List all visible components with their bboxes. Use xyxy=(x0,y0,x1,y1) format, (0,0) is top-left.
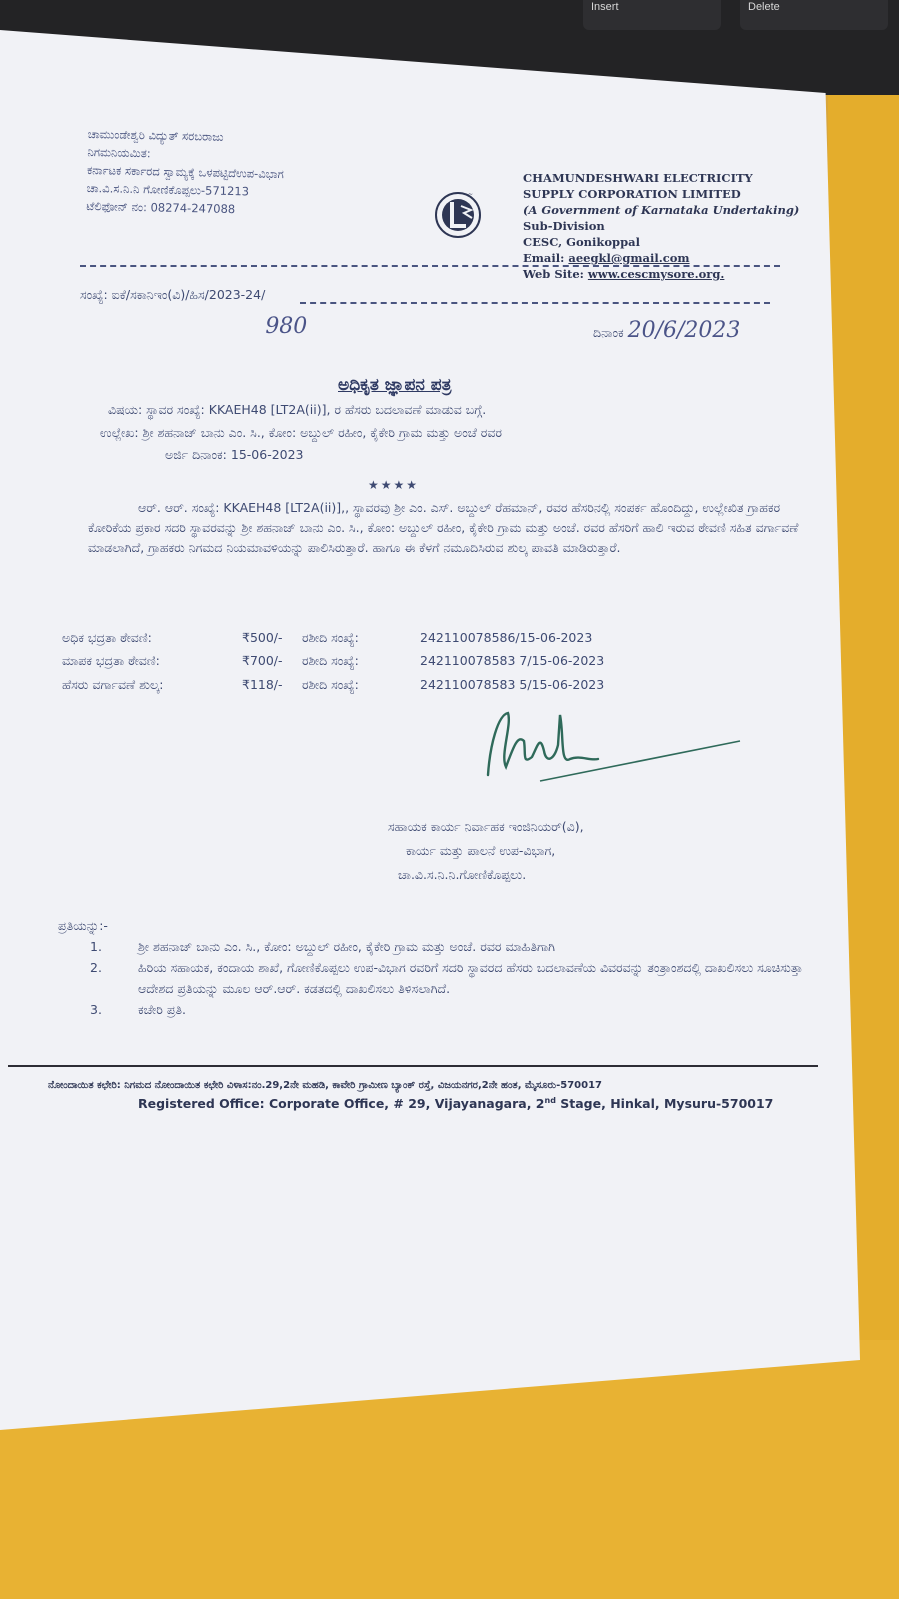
fee-amount: ₹500/- xyxy=(242,630,283,645)
delete-key: Delete xyxy=(740,0,888,30)
email-label: Email: xyxy=(523,251,569,265)
header-en-line: SUPPLY CORPORATION LIMITED xyxy=(523,187,741,201)
copies-list xyxy=(58,915,818,1020)
receipt-number: 242110078583 5/15-06-2023 xyxy=(420,677,605,692)
copy-item xyxy=(58,936,818,957)
signatory-block xyxy=(388,815,584,887)
copy-number: 1. xyxy=(90,939,102,954)
header-divider xyxy=(80,265,780,267)
separator-stars: ★★★★ xyxy=(368,478,420,492)
signatory-line: ಸಹಾಯಕ ಕಾರ್ಯ ನಿರ್ವಾಹಕ ಇಂಜಿನಿಯರ್(ವಿ), xyxy=(388,819,584,834)
header-kn-line: ಟೆಲಿಫೋನ್ ನಂ: 08274-247088 xyxy=(86,198,236,217)
signature xyxy=(480,705,750,785)
header-en-line: CHAMUNDESHWARI ELECTRICITY xyxy=(523,171,753,185)
receipt-label: ರಶೀದಿ ಸಂಖ್ಯೆ: xyxy=(302,653,359,668)
reg-text-b: Stage, Hinkal, Mysuru-570017 xyxy=(555,1096,774,1112)
header-en-line: (A Government of Karnataka Undertaking) xyxy=(523,203,800,217)
cesc-logo xyxy=(428,188,496,244)
email-line xyxy=(523,250,799,266)
header-en-line: Sub-Division xyxy=(523,219,605,233)
application-date: ಅರ್ಜಿ ದಿನಾಂಕ: 15-06-2023 xyxy=(165,447,304,462)
header-kn-line: ನಿಗಮನಿಯಮಿತ: xyxy=(87,144,151,161)
document-date xyxy=(593,318,740,343)
registered-office-english xyxy=(138,1096,773,1111)
subject-line: ವಿಷಯ: ಸ್ಥಾವರ ಸಂಖ್ಯೆ: KKAEH48 [LT2A(ii)], ರ ಹೆಸರು ಬದಲಾವಣೆ ಮಾಡುವ ಬಗ್ಗೆ. xyxy=(108,402,487,417)
copy-text: ಕಚೇರಿ ಪ್ರತಿ. xyxy=(138,1002,186,1017)
header-kn-line: ಚಾ.ವಿ.ಸ.ನಿ.ನಿ ಗೋಣಿಕೊಪ್ಪಲು-571213 xyxy=(86,180,250,199)
reference-number xyxy=(80,280,308,339)
copy-text: ಶ್ರೀ ಶಹನಾಜ್ ಬಾನು ಎಂ. ಸಿ., ಕೋಂ: ಅಬ್ದುಲ್ ರಹೀಂ, ಕೈಕೇರಿ ಗ್ರಾಮ ಮತ್ತು ಅಂಚೆ. ರವರ ಮಾಹಿತಿಗಾಗಿ xyxy=(138,939,555,954)
reference-prefix: ಸಂಖ್ಯೆ: ಐಕೆ/ಸಕಾನಿಇಂ(ವಿ)/ಹಿಸ/2023-24/ xyxy=(80,287,266,302)
copies-heading: ಪ್ರತಿಯನ್ನು:- xyxy=(58,918,108,933)
copy-number: 3. xyxy=(90,1002,102,1017)
date-label: ದಿನಾಂಕ xyxy=(593,325,624,340)
footer-divider xyxy=(8,1065,818,1067)
web-link[interactable]: www.cescmysore.org. xyxy=(587,267,725,281)
web-line xyxy=(523,266,799,282)
fee-row xyxy=(62,677,604,693)
header-en-line: CESC, Gonikoppal xyxy=(523,235,640,249)
header-divider-2 xyxy=(300,302,770,304)
copy-text: ಹಿರಿಯ ಸಹಾಯಕ, ಕಂದಾಯ ಶಾಖೆ, ಗೋಣಿಕೊಪ್ಪಲು ಉಪ-ವಿಭಾಗ ರವರಿಗೆ ಸದರಿ ಸ್ಥಾವರದ ಹೆಸರು ಬದಲಾವಣೆಯ ವಿವರವನ್ನು ತಂತ್ರಾಂಶದಲ್ಲಿ ದಾಖಲಿಸಲು ಸೂಚಿಸುತ್ತಾ ಆದೇಶದ ಪ್ರತಿಯನ್ನು ಮೂಲ ಆರ್.ಆರ್. ಕಡತದಲ್ಲಿ ದಾಖಲಿಸಲು ತಿಳಿಸಲಾಗಿದೆ. xyxy=(138,960,803,996)
body-paragraph: ಆರ್. ಆರ್. ಸಂಖ್ಯೆ: KKAEH48 [LT2A(ii)],, ಸ್ಥಾವರವು ಶ್ರೀ ಎಂ. ಎಸ್. ಅಬ್ದುಲ್ ರೆಹಮಾನ್, ರವರ ಹೆಸರಿನಲ್ಲಿ ಸಂಪರ್ಕ ಹೊಂದಿದ್ದು, ಉಲ್ಲೇಖಿತ ಗ್ರಾಹಕರ ಕೋರಿಕೆಯ ಪ್ರಕಾರ ಸದರಿ ಸ್ಥಾವರವನ್ನು ಶ್ರೀ ಶಹನಾಜ್ ಬಾನು ಎಂ. ಸಿ., ಕೋಂ: ಅಬ್ದುಲ್ ರಹೀಂ, ಕೈಕೇರಿ ಗ್ರಾಮ ಮತ್ತು ಅಂಚೆ. ರವರ ಹೆಸರಿಗೆ ಹಾಲಿ ಇರುವ ಠೇವಣಿ ಸಹಿತ ವರ್ಗಾವಣೆ ಮಾಡಲಾಗಿದೆ, ಗ್ರಾಹಕರು ನಿಗಮದ ನಿಯಮಾವಳಿಯನ್ನು ಪಾಲಿಸಿರುತ್ತಾರೆ. ಹಾಗೂ ಈ ಕೆಳಗೆ ನಮೂದಿಸಿರುವ ಶುಲ್ಕ ಪಾವತಿ ಮಾಡಿರುತ್ತಾರೆ. xyxy=(88,500,799,555)
insert-key: Insert xyxy=(583,0,721,30)
receipt-number: 242110078586/15-06-2023 xyxy=(420,630,593,645)
reg-sup: nd xyxy=(544,1096,556,1105)
receipt-number: 242110078583 7/15-06-2023 xyxy=(420,653,605,668)
signatory-line: ಚಾ.ವಿ.ಸ.ನಿ.ನಿ.ಗೋಣಿಕೊಪ್ಪಲು. xyxy=(398,867,527,882)
copy-number: 2. xyxy=(90,960,102,975)
receipt-label: ರಶೀದಿ ಸಂಖ್ಯೆ: xyxy=(302,630,359,645)
copy-item xyxy=(58,957,818,999)
fee-amount: ₹118/- xyxy=(242,677,283,692)
header-kannada xyxy=(86,125,285,219)
date-handwritten: 20/6/2023 xyxy=(627,318,741,343)
email-link[interactable]: aeegkl@gmail.com xyxy=(568,251,690,265)
receipt-label: ರಶೀದಿ ಸಂಖ್ಯೆ: xyxy=(302,677,359,692)
fee-amount: ₹700/- xyxy=(242,653,283,668)
reg-text-a: Registered Office: Corporate Office, # 29, Vijayanagara, 2 xyxy=(138,1096,545,1112)
header-kn-line: ಚಾಮುಂಡೇಶ್ವರಿ ವಿದ್ಯುತ್ ಸರಬರಾಜು xyxy=(87,126,224,144)
reference-line: ಉಲ್ಲೇಖ: ಶ್ರೀ ಶಹನಾಜ್ ಬಾನು ಎಂ. ಸಿ., ಕೋಂ: ಅಬ್ದುಲ್ ರಹೀಂ, ಕೈಕೇರಿ ಗ್ರಾಮ ಮತ್ತು ಅಂಚೆ ರವರ xyxy=(100,425,503,440)
header-kn-line: ಕರ್ನಾಟಕ ಸರ್ಕಾರದ ಸ್ವಾಮ್ಯಕ್ಕೆ ಒಳಪಟ್ಟಿದೆಉಪ-ವಿಭಾಗ xyxy=(86,162,284,182)
document-title: ಅಧಿಕೃತ ಜ್ಞಾಪನ ಪತ್ರ xyxy=(338,375,452,395)
svg-text:~: ~ xyxy=(468,191,474,198)
registered-office-kannada: ನೋಂದಾಯಿತ ಕಛೇರಿ: ನಿಗಮದ ನೋಂದಾಯಿತ ಕಛೇರಿ ವಿಳಾಸ:ನಂ.29,2ನೇ ಮಹಡಿ, ಕಾವೇರಿ ಗ್ರಾಮೀಣ ಬ್ಯಾಂಕ್ ರಸ್ತೆ, ವಿಜಯನಗರ,2ನೇ ಹಂತ, ಮೈಸೂರು-570017 xyxy=(48,1080,602,1091)
web-label: Web Site: xyxy=(523,267,588,281)
fee-row xyxy=(62,630,592,646)
copy-item xyxy=(58,999,818,1020)
fee-row xyxy=(62,653,604,669)
fee-label: ಮಾಪಕ ಭದ್ರತಾ ಠೇವಣಿ: xyxy=(62,653,160,668)
fee-label: ಹೆಸರು ವರ್ಗಾವಣೆ ಶುಲ್ಕ: xyxy=(62,677,164,692)
signatory-line: ಕಾರ್ಯ ಮತ್ತು ಪಾಲನೆ ಉಪ-ವಿಭಾಗ, xyxy=(406,843,556,858)
reference-handwritten-number: 980 xyxy=(265,314,308,339)
fee-label: ಅಧಿಕ ಭದ್ರತಾ ಠೇವಣಿ: xyxy=(62,630,152,645)
